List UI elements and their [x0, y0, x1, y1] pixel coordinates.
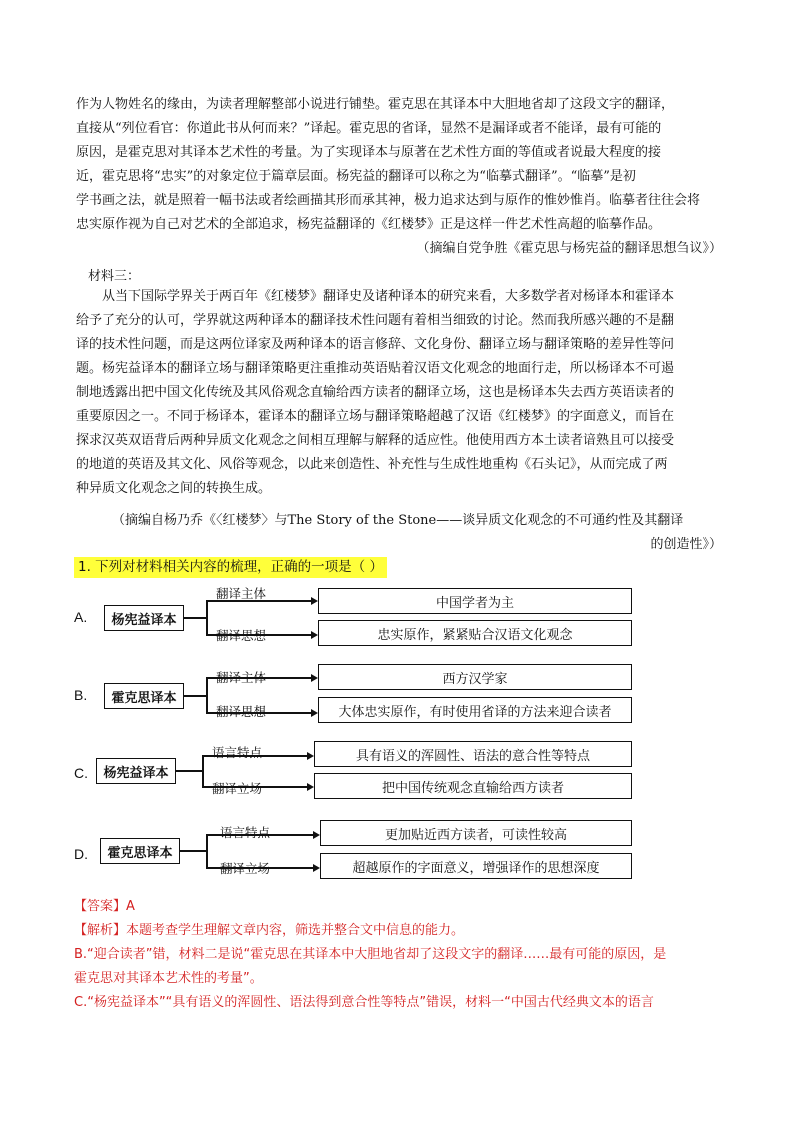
source-citation-2-line2: 的创造性》）	[650, 537, 722, 552]
diagram-leaf-box: 忠实原作，紧紧贴合汉语文化观念	[318, 620, 632, 646]
connector	[184, 695, 206, 697]
source-citation-1: （摘编自党争胜《霍克思与杨宪益的翻译思想刍议》）	[416, 241, 722, 256]
arrow-head	[311, 709, 318, 717]
analysis-line: 【解析】本题考查学生理解文章内容，筛选并整合文中信息的能力。	[74, 923, 465, 938]
source-citation-2-line1: （摘编自杨乃乔《〈红楼梦〉与The Story of the Stone——谈异质文化观念的不可通约性及其翻译	[112, 513, 684, 528]
arrow-head	[313, 831, 320, 839]
branch-label: 翻译主体	[216, 670, 267, 685]
diagram-leaf-box: 具有语义的浑圆性、语法的意合性等特点	[314, 741, 632, 767]
diagram-root-box: 杨宪益译本	[104, 605, 184, 631]
option-letter: A.	[74, 609, 88, 625]
branch-label: 语言特点	[220, 825, 271, 840]
text-line: 近，霍克思将“忠实”的对象定位于篇章层面。杨宪益的翻译可以称之为“临摹式翻译”。“临摹”是初	[76, 169, 636, 184]
answer-section	[74, 895, 734, 1015]
connector	[206, 600, 208, 635]
text-line: 探求汉英双语背后两种异质文化观念之间相互理解与解释的适应性。他使用西方本土读者谙熟且可以接受	[76, 433, 675, 448]
diagram-leaf-box: 中国学者为主	[318, 588, 632, 614]
option-letter: C.	[74, 765, 88, 781]
diagram-root-box: 杨宪益译本	[96, 758, 176, 784]
text-line: 从当下国际学界关于两百年《红楼梦》翻译史及诸种译本的研究来看，大多数学者对杨译本和霍译本	[102, 289, 675, 304]
text-line: 忠实原作视为自己对艺术的全部追求，杨宪益翻译的《红楼梦》正是这样一件艺术性高超的临摹作品。	[76, 217, 662, 232]
diagram-leaf-box: 大体忠实原作，有时使用省译的方法来迎合读者	[318, 697, 632, 723]
text-line: 学书画之法，就是照着一幅书法或者绘画描其形而承其神，极力追求达到与原作的惟妙惟肖。临摹者往往会将	[76, 193, 701, 208]
text-line: 题。杨宪益译本的翻译立场与翻译策略更注重推动英语贴着汉语文化观念的地面行走，所以杨译本不可遏	[76, 361, 675, 376]
branch-label: 语言特点	[212, 745, 263, 760]
material-3-heading: 材料三：	[88, 269, 141, 284]
text-line: 制地透露出把中国文化传统及其风俗观念直输给西方读者的翻译立场，这也是杨译本失去西方英语读者的	[76, 385, 675, 400]
text-line: 直接从“列位看官：你道此书从何而来？”译起。霍克思的省译，显然不是漏译或者不能译，最有可能的	[76, 121, 662, 136]
text-line: 原因，是霍克思对其译本艺术性的考量。为了实现译本与原著在艺术性方面的等值或者说最大程度的接	[76, 145, 662, 160]
diagram-leaf-box: 更加贴近西方读者，可读性较高	[320, 820, 632, 846]
arrow-head	[311, 631, 318, 639]
text-line: 给予了充分的认可，学界就这两种译本的翻译技术性问题有着相当细致的讨论。然而我所感兴趣的不是翻	[76, 313, 675, 328]
arrow-head	[307, 783, 314, 791]
arrow-head	[311, 674, 318, 682]
text-line: 种异质文化观念之间的转换生成。	[76, 481, 272, 496]
arrow-head	[313, 864, 320, 872]
passage-top	[76, 93, 722, 237]
analysis-line: C.“杨宪益译本”“具有语义的浑圆性、语法得到意合性等特点”错误，材料一“中国古代经典文本的语言	[74, 995, 654, 1010]
branch-label: 翻译立场	[220, 861, 271, 876]
connector	[206, 677, 208, 713]
diagram-leaf-box: 超越原作的字面意义，增强译作的思想深度	[320, 853, 632, 879]
arrow-head	[311, 597, 318, 605]
branch-label: 翻译思想	[216, 628, 267, 643]
diagram-leaf-box: 把中国传统观念直输给西方读者	[314, 773, 632, 799]
option-letter: D.	[74, 846, 88, 862]
diagram-leaf-box: 西方汉学家	[318, 664, 632, 690]
connector	[206, 834, 208, 868]
answer-line: 【答案】A	[74, 899, 135, 914]
diagram-root-box: 霍克思译本	[100, 838, 180, 864]
connector	[202, 755, 204, 787]
text-line: 的地道的英语及其文化、风俗等观念，以此来创造性、补充性与生成性地重构《石头记》，从而完成了两	[76, 457, 668, 472]
diagram-root-box: 霍克思译本	[104, 683, 184, 709]
arrow-head	[307, 752, 314, 760]
passage-material-3	[76, 285, 722, 501]
branch-label: 翻译主体	[216, 586, 267, 601]
analysis-line: 霍克思对其译本艺术性的考量”。	[74, 971, 263, 986]
analysis-line: B.“迎合读者”错，材料二是说“霍克思在其译本中大胆地省却了这段文字的翻译……最有可能的原因，是	[74, 947, 667, 962]
text-line: 重要原因之一。不同于杨译本，霍译本的翻译立场与翻译策略超越了汉语《红楼梦》的字面意义，而旨在	[76, 409, 675, 424]
connector	[180, 850, 206, 852]
text-line: 译的技术性问题，而是这两位译家及两种译本的语言修辞、文化身份、翻译立场与翻译策略的差异性等问	[76, 337, 675, 352]
branch-label: 翻译立场	[212, 781, 263, 796]
branch-label: 翻译思想	[216, 704, 267, 719]
connector	[184, 617, 206, 619]
option-letter: B.	[74, 687, 88, 703]
question-1-title: 1. 下列对材料相关内容的梳理，正确的一项是（ ）	[74, 557, 387, 578]
text-line: 作为人物姓名的缘由，为读者理解整部小说进行铺垫。霍克思在其译本中大胆地省却了这段文字的翻译，	[76, 97, 675, 112]
connector	[176, 770, 202, 772]
